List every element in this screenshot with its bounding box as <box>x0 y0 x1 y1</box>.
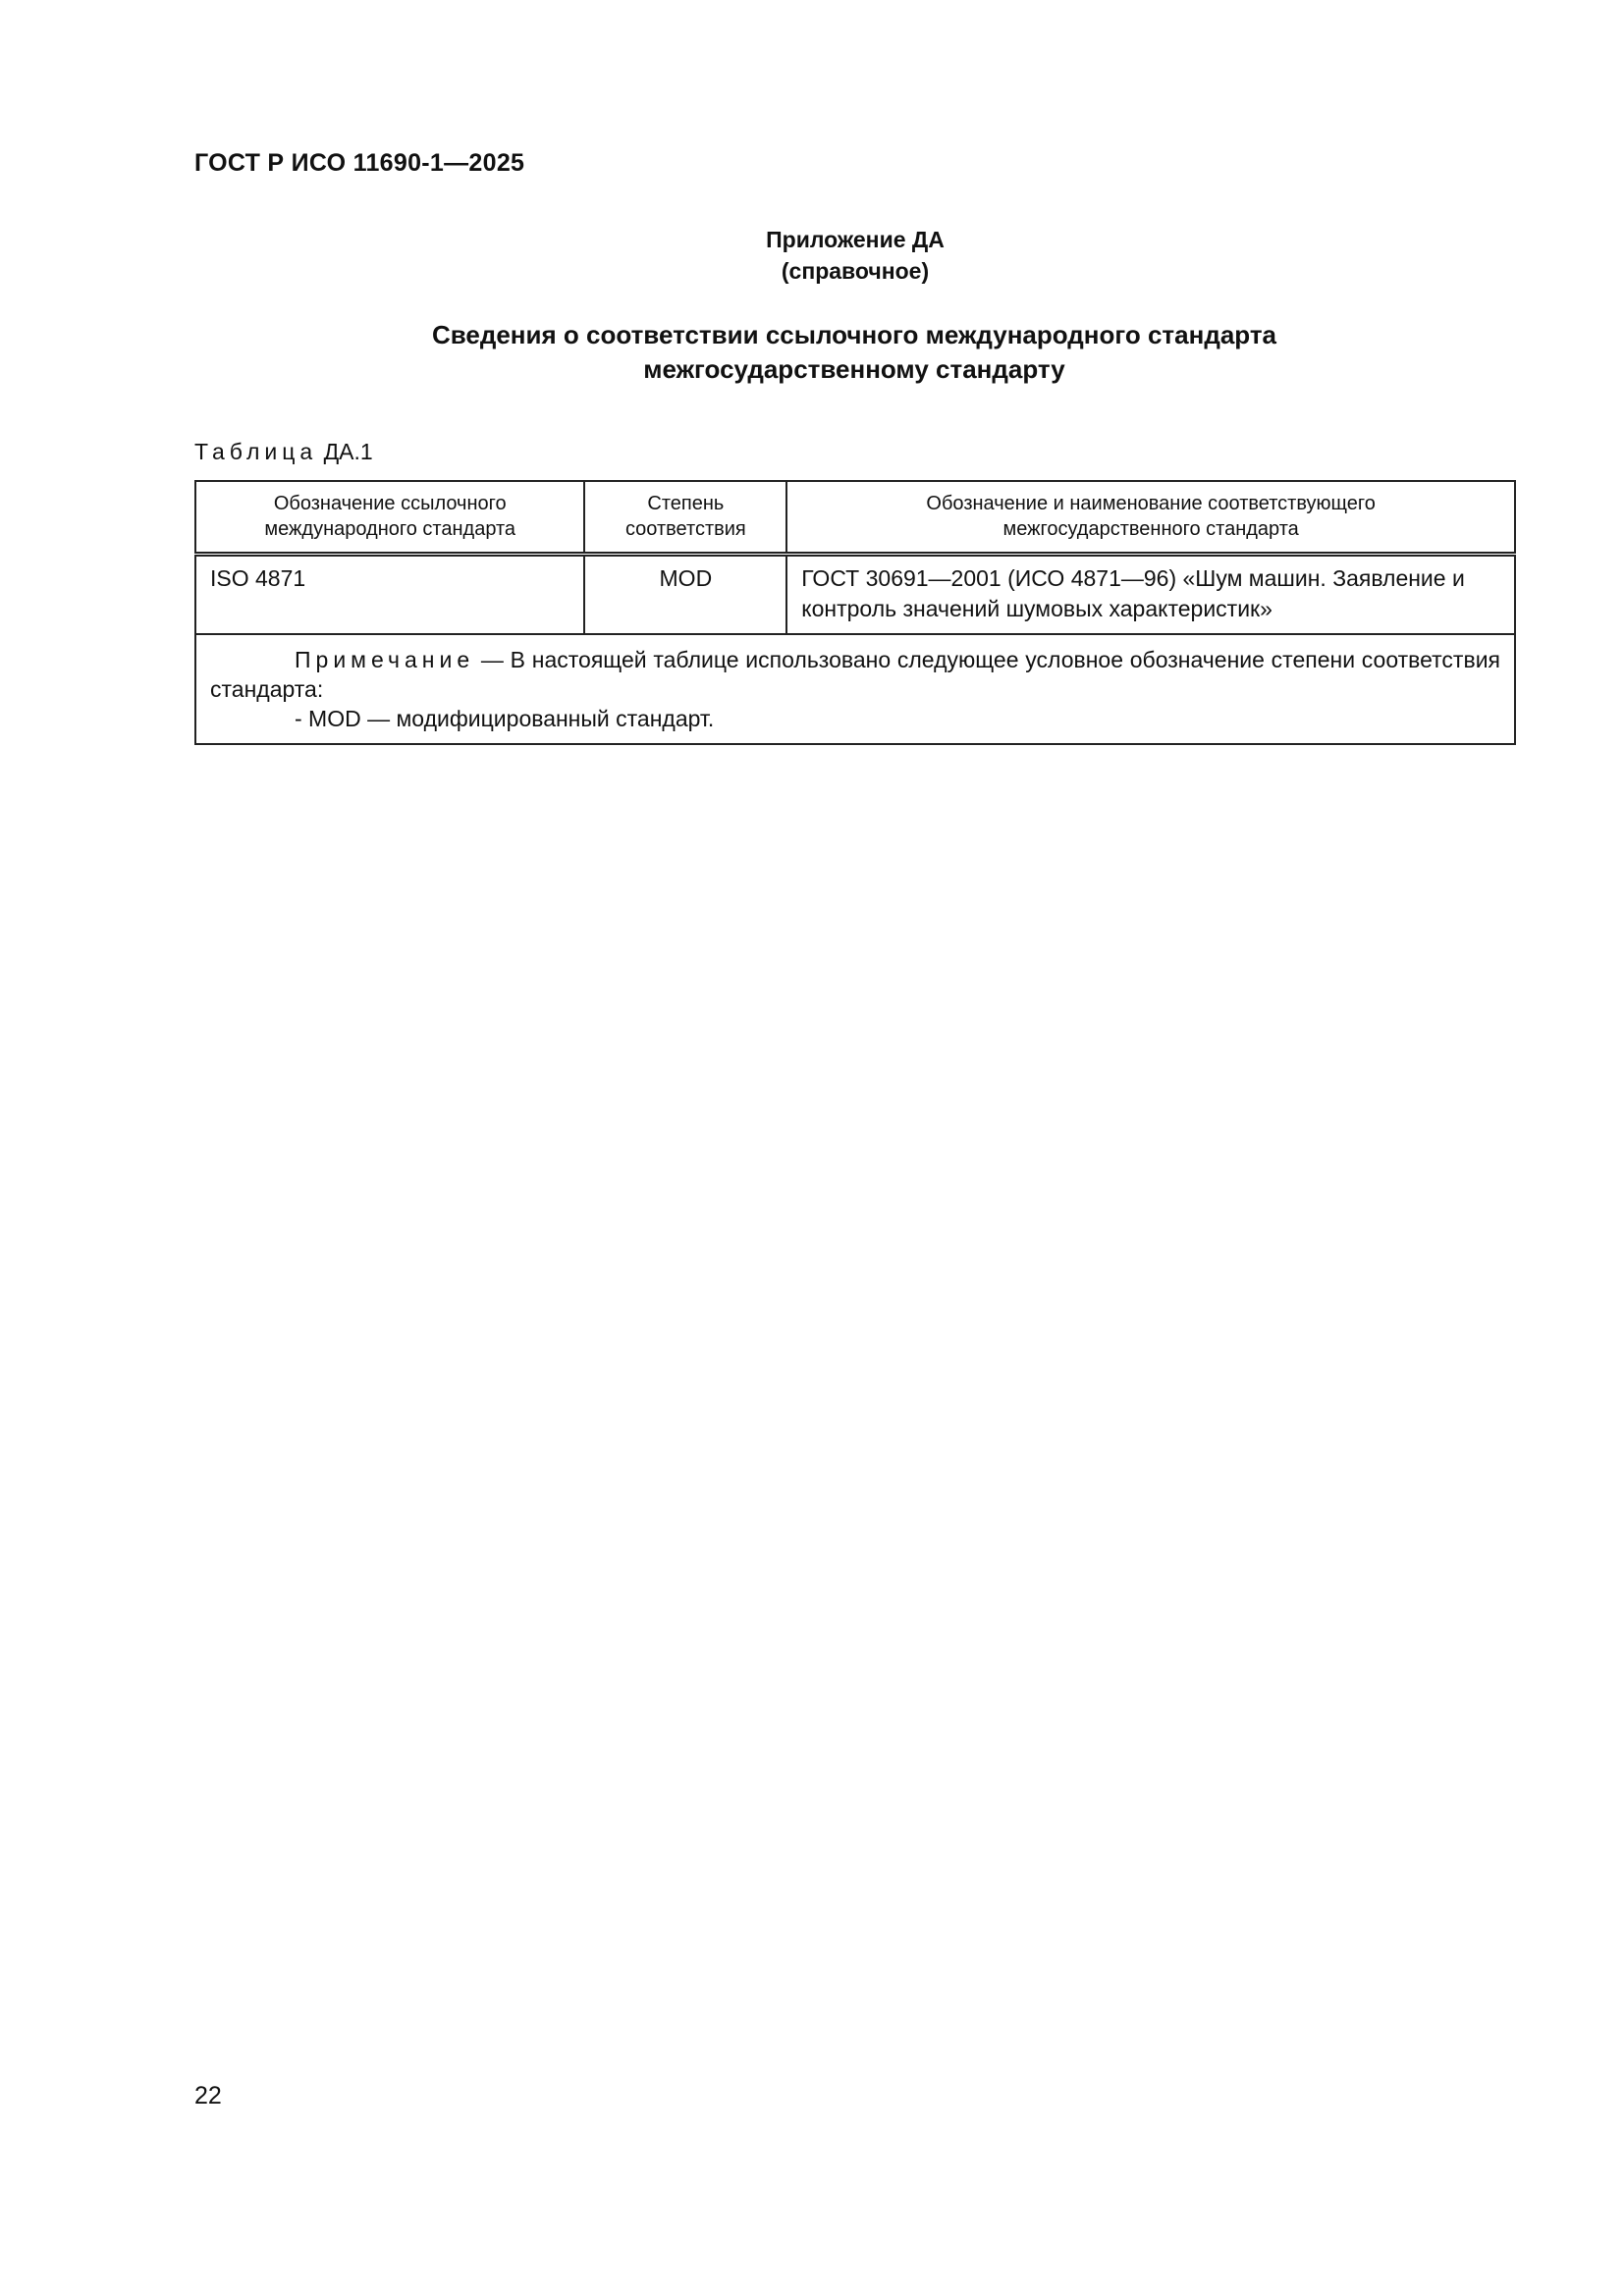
header-national-standard <box>786 481 1515 555</box>
header-national-line1: Обозначение и наименование соответствующего <box>926 493 1376 514</box>
header-reference-line1: Обозначение ссылочного <box>273 493 507 514</box>
appendix-title: Приложение ДА <box>766 227 945 252</box>
header-degree-line1: Степень <box>647 493 725 514</box>
cell-degree: MOD <box>584 555 786 635</box>
document-code-header: ГОСТ Р ИСО 11690-1—2025 <box>194 149 525 177</box>
section-title-line1: Сведения о соответствии ссылочного международного стандарта <box>431 320 1277 349</box>
header-degree-line2: соответствия <box>624 518 746 540</box>
correspondence-table <box>194 480 1516 745</box>
appendix-type: (справочное) <box>781 258 930 284</box>
note-list-item: - MOD — модифицированный стандарт. <box>295 706 715 731</box>
table-note <box>195 634 1515 744</box>
cell-reference: ISO 4871 <box>195 555 584 635</box>
header-degree <box>584 481 786 555</box>
table-row <box>195 555 1515 635</box>
note-text: В настоящей таблице использовано следующее условное обозначение степени соответствия стандарта: <box>210 647 1500 702</box>
section-title-line2: межгосударственному стандарту <box>643 354 1065 384</box>
note-paragraph <box>210 645 1500 704</box>
table-note-row <box>195 634 1515 744</box>
table-caption-number: ДА.1 <box>323 439 373 464</box>
note-label: Примечание <box>295 647 475 672</box>
note-dash: — <box>474 647 511 672</box>
header-reference-standard <box>195 481 584 555</box>
cell-national: ГОСТ 30691—2001 (ИСО 4871—96) «Шум машин. Заявление и контроль значений шумовых характеристик» <box>786 555 1515 635</box>
table-caption <box>194 439 373 465</box>
header-national-line2: межгосударственного стандарта <box>1002 518 1299 540</box>
table-caption-word: Таблица <box>194 439 318 464</box>
header-reference-line2: международного стандарта <box>264 518 516 540</box>
table-header-row <box>195 481 1515 555</box>
page-number: 22 <box>194 2082 222 2109</box>
